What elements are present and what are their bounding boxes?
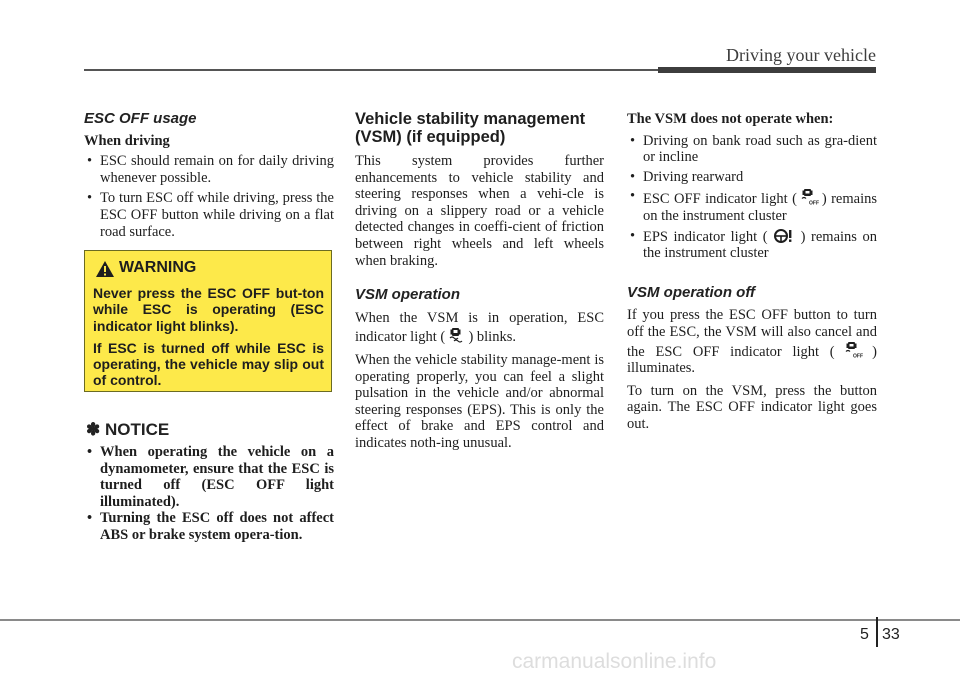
warning-box — [84, 250, 332, 392]
vsm-operation-heading: VSM operation — [355, 286, 461, 304]
esc-off-indicator-icon — [845, 341, 864, 360]
list-item: • ESC should remain on for daily driving whenever possible. — [84, 153, 334, 186]
warning-triangle-icon — [95, 260, 115, 278]
paragraph-text: ) illuminates. — [627, 343, 878, 377]
list-item — [627, 228, 877, 262]
column-1 — [84, 111, 334, 240]
vsm-heading: Vehicle stability management (VSM) (if equipped) — [355, 110, 586, 146]
list-item: • Turning the ESC off does not affect ABS or brake system opera-tion. — [84, 510, 334, 543]
vsm-on-paragraph: To turn on the VSM, press the button again. The ESC OFF indicator light goes out. — [627, 382, 877, 432]
vsm-operation-paragraph — [355, 310, 604, 346]
column-2 — [355, 111, 604, 452]
paragraph-text: ) blinks. — [468, 329, 516, 346]
warning-body — [93, 285, 324, 395]
vsm-operation-paragraph-2: When the vehicle stability manage-ment is operating properly, you can feel a slight pulsation in the vehicle and/or abnormal steering responses (EPS). This is only the effect of brake and EPS control and indicates noth-ing unusual. — [355, 351, 604, 451]
notice-heading — [86, 420, 169, 440]
eps-indicator-icon — [773, 228, 795, 244]
svg-text:OFF: OFF — [809, 200, 820, 207]
warning-title: WARNING — [119, 259, 197, 276]
warning-paragraph: If ESC is turned off while ESC is operating, the vehicle may slip out of control. — [93, 339, 324, 389]
list-item-text: ) remains on the instrument cluster — [643, 191, 878, 224]
esc-off-usage-heading: ESC OFF usage — [84, 110, 197, 127]
vsm-intro: This system provides further enhancements to vehicle stability and steering responses when a vehi-cle is driving on a slippery road or a vehicle detected changes in coeffi-cient of friction between right wheels and left wheels when braking. — [355, 153, 604, 269]
esc-usage-list — [84, 153, 334, 240]
watermark: carmanualsonline.info — [512, 650, 717, 673]
page-number-divider — [876, 617, 878, 647]
chapter-number: 5 — [860, 626, 869, 643]
list-item — [627, 188, 877, 224]
footer-rule — [0, 619, 960, 621]
svg-text:OFF: OFF — [853, 353, 864, 360]
list-item: • Driving rearward — [627, 169, 877, 186]
list-item-text: EPS indicator light ( — [643, 228, 768, 245]
when-driving-label: When driving — [84, 132, 170, 149]
list-item: • When operating the vehicle on a dynamometer, ensure that the ESC is turned off (ESC OFF light illuminated). — [84, 444, 334, 510]
header-rule-accent — [658, 67, 876, 73]
warning-paragraph: Never press the ESC OFF but-ton while ESC is operating (ESC indicator light blinks). — [93, 285, 324, 334]
esc-off-indicator-icon — [801, 188, 820, 207]
paragraph-text: When the VSM is in operation, ESC indicator light ( — [355, 309, 604, 346]
list-item-text: ESC OFF indicator light ( — [643, 191, 797, 208]
esc-indicator-icon — [449, 326, 465, 344]
vsm-off-paragraph — [627, 307, 877, 376]
vsm-conditions-list — [627, 133, 877, 262]
column-3 — [627, 111, 877, 433]
paragraph-text: If you press the ESC OFF button to turn off the ESC, the VSM will also cancel and the ESC OFF indicator light ( — [627, 307, 877, 360]
list-item: • Driving on bank road such as gra-dient or incline — [627, 133, 877, 166]
list-item-text: ) remains on the instrument cluster — [643, 228, 877, 262]
list-item: • To turn ESC off while driving, press the ESC OFF button while driving on a flat road surface. — [84, 190, 334, 240]
notice-symbol-icon: ✽ — [86, 420, 101, 439]
page-number: 33 — [882, 626, 900, 643]
vsm-not-operate-heading: The VSM does not operate when: — [627, 111, 834, 127]
header-title: Driving your vehicle — [726, 45, 876, 65]
vsm-operation-off-heading: VSM operation off — [627, 283, 756, 301]
notice-list — [84, 444, 334, 544]
notice-title: NOTICE — [104, 420, 170, 439]
